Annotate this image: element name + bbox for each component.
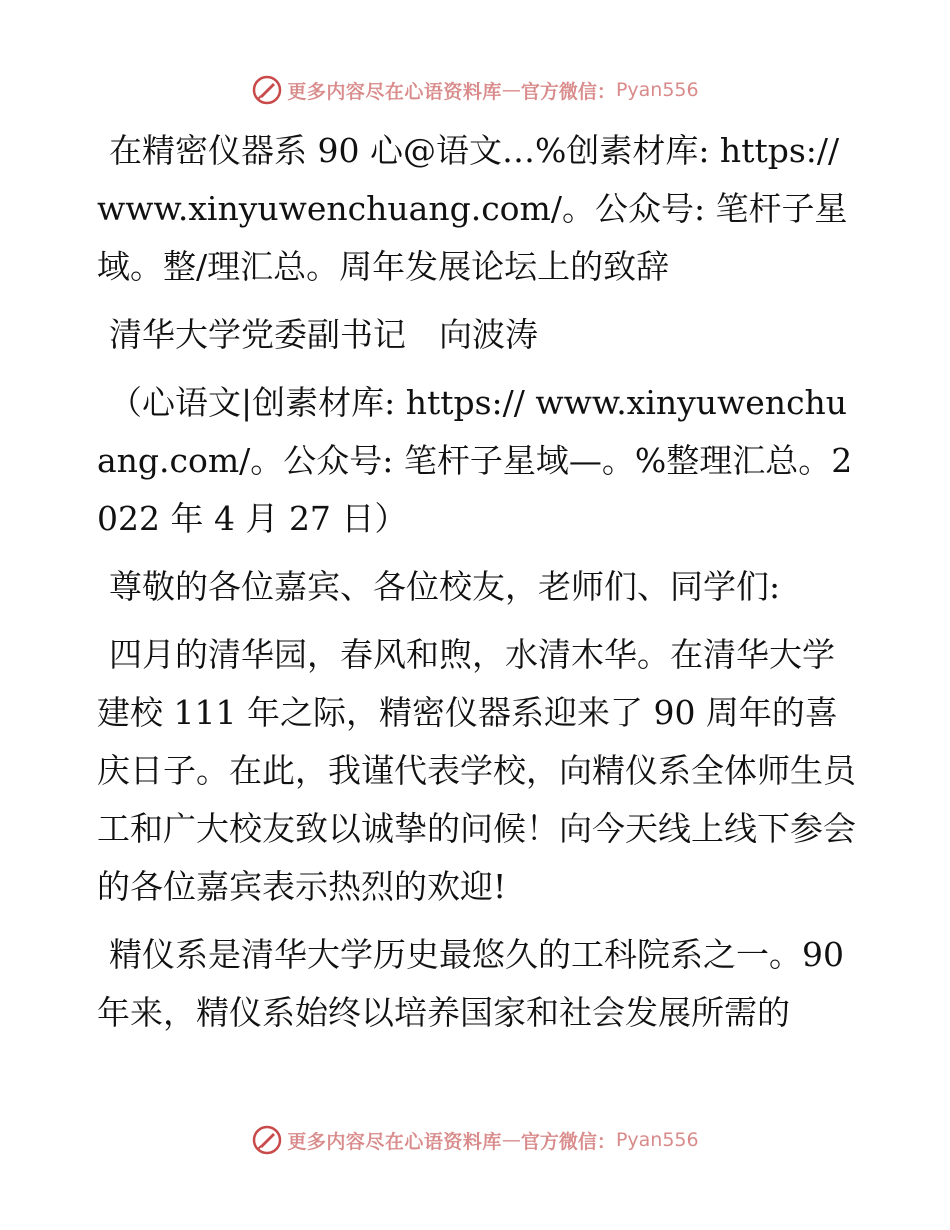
paragraph-author: 清华大学党委副书记 向波涛 bbox=[109, 315, 538, 354]
paragraph-body-2: 精仪系是清华大学历史最悠久的工科院系之一。90 年来，精仪系始终以培养国家和社会发展所需的 bbox=[97, 935, 844, 1032]
promo-text: 更多内容尽在心语资料库 bbox=[287, 1130, 502, 1153]
header-watermark-banner bbox=[0, 70, 950, 110]
quill-pen-logo-icon bbox=[251, 74, 283, 106]
contact-label: 官方微信： bbox=[520, 1130, 616, 1153]
promo-dash: — bbox=[501, 1129, 521, 1151]
promo-dash: — bbox=[501, 79, 521, 101]
paragraph-title: 在精密仪器系 90 心@语文…%创素材库: https://www.xinyuwenchuang.com/。公众号: 笔杆子星域。整/理汇总。周年发展论坛上的致辞 bbox=[97, 131, 848, 286]
quill-pen-logo-icon bbox=[251, 1124, 283, 1156]
paragraph-source-note: （心语文|创素材库: https:// www.xinyuwenchuang.com/。公众号: 笔杆子星域—。%整理汇总。2022 年 4 月 27 日） bbox=[97, 383, 853, 538]
document-body bbox=[97, 122, 857, 1052]
paragraph-salutation: 尊敬的各位嘉宾、各位校友，老师们、同学们: bbox=[109, 567, 781, 606]
footer-watermark-banner bbox=[0, 1120, 950, 1160]
promo-text: 更多内容尽在心语资料库 bbox=[287, 80, 502, 103]
contact-label: 官方微信： bbox=[520, 80, 616, 103]
paragraph-body-1: 四月的清华园，春风和煦，水清木华。在清华大学建校 111 年之际，精密仪器系迎来了 90 周年的喜庆日子。在此，我谨代表学校，向精仪系全体师生员工和广大校友致以诚挚的问候！向今天线上线下参会的各位嘉宾表示热烈的欢迎! bbox=[97, 635, 856, 906]
wechat-handle: Pyan556 bbox=[615, 1129, 699, 1151]
wechat-handle: Pyan556 bbox=[615, 79, 699, 101]
